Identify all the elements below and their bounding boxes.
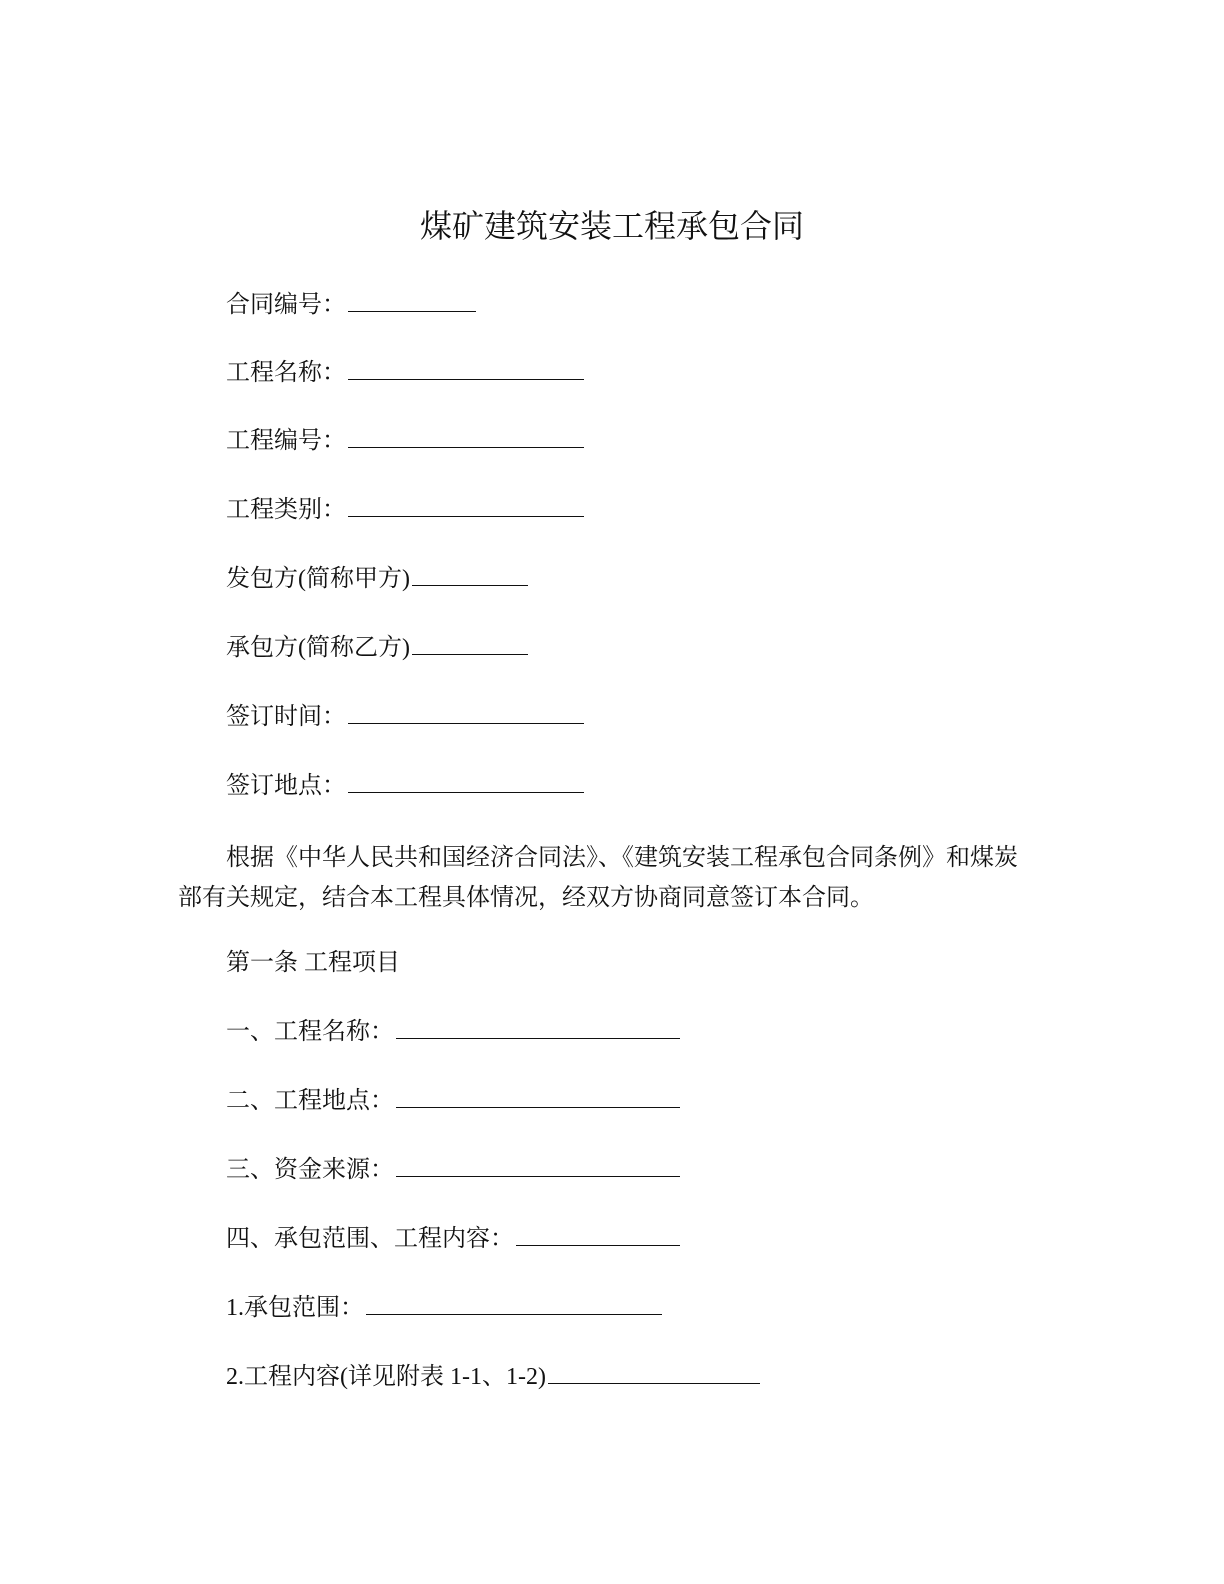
project-name-label: 工程名称： bbox=[226, 360, 346, 386]
item-3-line bbox=[226, 1154, 680, 1185]
item-2-blank bbox=[396, 1085, 680, 1108]
contract-number-line bbox=[226, 289, 476, 320]
item-1-line bbox=[226, 1016, 680, 1047]
project-name-line bbox=[226, 357, 584, 388]
sub-item-1-label: 1.承包范围： bbox=[226, 1295, 364, 1321]
sub-item-2-label: 2.工程内容(详见附表 1-1、1-2) bbox=[226, 1364, 546, 1390]
party-b-line bbox=[226, 632, 528, 663]
project-type-line bbox=[226, 494, 584, 525]
project-number-blank bbox=[348, 425, 584, 448]
contract-number-label: 合同编号： bbox=[226, 292, 346, 318]
project-number-line bbox=[226, 425, 584, 456]
item-2-line bbox=[226, 1085, 680, 1116]
article-1-heading: 第一条 工程项目 bbox=[226, 950, 400, 976]
preamble-line-1: 根据《中华人民共和国经济合同法》、《建筑安装工程承包合同条例》和煤炭 bbox=[226, 845, 1018, 871]
item-4-label: 四、承包范围、工程内容： bbox=[226, 1226, 514, 1252]
project-number-label: 工程编号： bbox=[226, 428, 346, 454]
item-2-label: 二、工程地点： bbox=[226, 1088, 394, 1114]
sign-place-line bbox=[226, 770, 584, 801]
party-a-line bbox=[226, 563, 528, 594]
sub-item-1-blank bbox=[366, 1292, 662, 1315]
sign-time-label: 签订时间： bbox=[226, 704, 346, 730]
sign-time-blank bbox=[348, 701, 584, 724]
document-title: 煤矿建筑安装工程承包合同 bbox=[419, 208, 804, 244]
sign-time-line bbox=[226, 701, 584, 732]
sub-item-2-line bbox=[226, 1361, 760, 1392]
party-b-blank bbox=[412, 632, 528, 655]
project-name-blank bbox=[348, 357, 584, 380]
project-type-blank bbox=[348, 494, 584, 517]
sub-item-2-blank bbox=[548, 1361, 760, 1384]
item-1-blank bbox=[396, 1016, 680, 1039]
preamble-paragraph bbox=[178, 838, 1058, 918]
item-4-line bbox=[226, 1223, 680, 1254]
item-3-blank bbox=[396, 1154, 680, 1177]
item-4-blank bbox=[516, 1223, 680, 1246]
party-b-label: 承包方(简称乙方) bbox=[226, 635, 410, 661]
project-type-label: 工程类别： bbox=[226, 497, 346, 523]
contract-number-blank bbox=[348, 289, 476, 312]
sub-item-1-line bbox=[226, 1292, 662, 1323]
item-3-label: 三、资金来源： bbox=[226, 1157, 394, 1183]
preamble-line-2: 部有关规定，结合本工程具体情况，经双方协商同意签订本合同。 bbox=[178, 885, 874, 911]
sign-place-label: 签订地点： bbox=[226, 773, 346, 799]
sign-place-blank bbox=[348, 770, 584, 793]
party-a-blank bbox=[412, 563, 528, 586]
item-1-label: 一、工程名称： bbox=[226, 1019, 394, 1045]
party-a-label: 发包方(简称甲方) bbox=[226, 566, 410, 592]
